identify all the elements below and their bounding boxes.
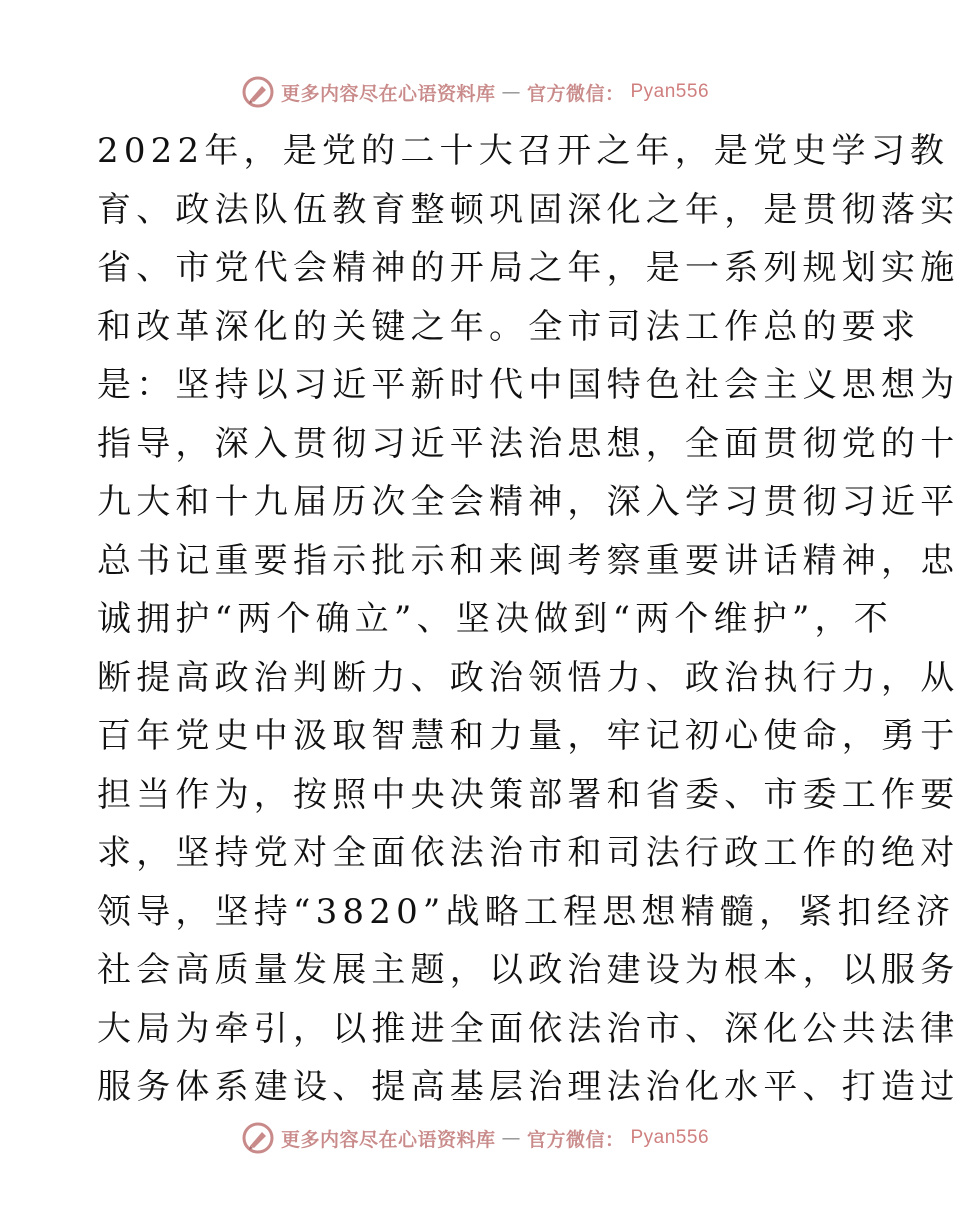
text-line: 求，坚持党对全面依法治市和司法行政工作的绝对 [97,833,959,873]
pen-circle-logo-icon [241,1121,275,1155]
watermark-wechat-label: 官方微信： [526,1128,625,1151]
text-line: 担当作为，按照中央决策部署和省委、市委工作要 [97,774,959,815]
watermark-separator: — [501,1127,521,1149]
watermark-wechat-label: 官方微信： [526,82,625,105]
text-line: 九大和十九届历次全会精神，深入学习贯彻习近平 [97,482,959,522]
watermark-separator: — [501,81,521,103]
watermark-wechat-id: Pyan556 [630,1127,710,1148]
text-line: 和改革深化的关键之年。全市司法工作总的要求 [97,306,921,347]
text-line: 百年党史中汲取智慧和力量，牢记初心使命，勇于 [97,716,959,756]
footer-watermark [0,1118,950,1158]
text-line: 服务体系建设、提高基层治理法治化水平、打造过 [97,1067,959,1107]
document-body [97,122,959,1117]
text-line: 2022年，是党的二十大召开之年，是党史学习教 [97,131,950,171]
text-line: 育、政法队伍教育整顿巩固深化之年，是贯彻落实 [97,189,959,230]
text-line: 总书记重要指示批示和来闽考察重要讲话精神，忠 [97,540,959,581]
watermark-main-text: 更多内容尽在心语资料库 [280,82,496,105]
text-line: 省、市党代会精神的开局之年，是一系列规划实施 [97,248,959,288]
text-line: 诚拥护“两个确立”、坚决做到“两个维护”，不 [97,599,893,639]
text-line: 领导，坚持“3820”战略工程思想精髓，紧扣经济 [97,891,956,932]
text-line: 指导，深入贯彻习近平法治思想，全面贯彻党的十 [97,423,959,464]
text-line: 大局为牵引，以推进全面依法治市、深化公共法律 [97,1008,959,1049]
text-line: 社会高质量发展主题，以政治建设为根本，以服务 [97,950,959,990]
text-line: 是：坚持以习近平新时代中国特色社会主义思想为 [97,365,959,405]
text-line: 断提高政治判断力、政治领悟力、政治执行力，从 [97,657,959,698]
watermark-wechat-id: Pyan556 [630,81,710,102]
pen-circle-logo-icon [241,75,275,109]
watermark-main-text: 更多内容尽在心语资料库 [280,1128,496,1151]
header-watermark [0,72,950,112]
